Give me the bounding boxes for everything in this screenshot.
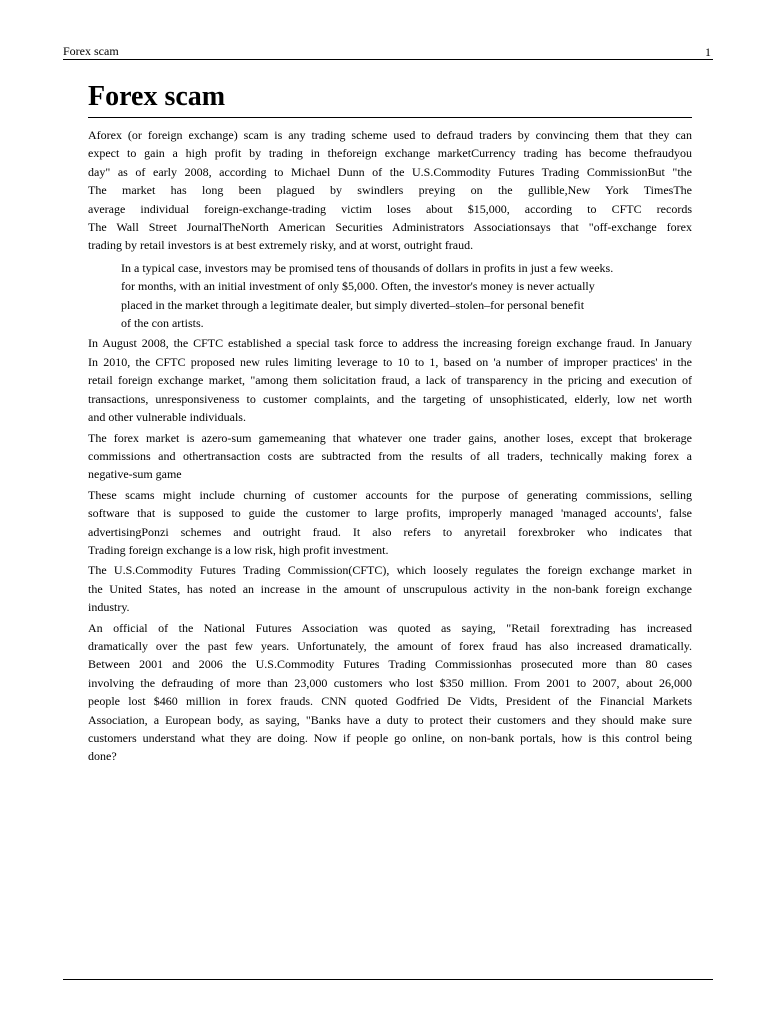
paragraph-scam-types — [88, 486, 692, 560]
paragraph-intro — [88, 126, 692, 255]
text-line: done? — [88, 749, 117, 764]
text-line: industry. — [88, 600, 130, 615]
text-line: for months, with an initial investment of only $5,000. Often, the investor's money is never actually — [121, 279, 595, 294]
footer-rule — [63, 979, 713, 980]
text-line: These scams might include churning of customer accounts for the purpose of generating commissions, selling — [88, 487, 692, 502]
text-line: of the con artists. — [121, 316, 204, 331]
text-line: The market has long been plagued by swindlers preying on the gullible,New York TimesThe — [88, 183, 692, 198]
text-line: In a typical case, investors may be promised tens of thousands of dollars in profits in just a few weeks. — [121, 260, 614, 275]
text-line: average individual foreign-exchange-trading victim loses about $15,000, according to CFTC records — [88, 201, 692, 216]
text-line: software that is supposed to guide the customer to large profits, improperly managed 'managed accounts', false — [88, 506, 692, 521]
text-line: people lost $460 million in forex frauds. CNN quoted Godfried De Vidts, President of the Financial Markets — [88, 694, 692, 709]
text-line: Trading foreign exchange is a low risk, high profit investment. — [88, 542, 389, 557]
paragraph-cftc-regulation — [88, 561, 692, 616]
text-line: retail foreign exchange market, "among them solicitation fraud, a lack of transparency in the pricing and execution of — [88, 373, 692, 388]
text-line: dramatically over the past few years. Unfortunately, the amount of forex fraud has also increased dramatically. — [88, 638, 692, 653]
text-line: The U.S.Commodity Futures Trading Commission(CFTC), which loosely regulates the foreign exchange market in — [88, 563, 692, 578]
article-title: Forex scam — [88, 80, 692, 118]
text-line: advertisingPonzi schemes and outright fraud. It also refers to anyretail forexbroker who indicates that — [88, 524, 692, 539]
text-line: Between 2001 and 2006 the U.S.Commodity Futures Trading Commissionhas prosecuted more than 80 cases — [88, 657, 692, 672]
text-line: transactions, unresponsiveness to customer complaints, and the targeting of unsophisticated, elderly, low net worth — [88, 391, 692, 406]
text-line: negative-sum game — [88, 467, 182, 482]
text-line: Association, a European body, as saying, "Banks have a duty to protect their customers and they should make sure — [88, 712, 692, 727]
text-line: Aforex (or foreign exchange) scam is any trading scheme used to defraud traders by convincing them that they can — [88, 128, 692, 142]
page-number: 1 — [705, 45, 711, 59]
text-line: trading by retail investors is at best extremely risky, and at worst, outright fraud. — [88, 238, 474, 253]
text-line: customers understand what they are doing. Now if people go online, on non-bank portals, how is this control being — [88, 731, 692, 745]
paragraph-cftc-task-force — [88, 334, 692, 426]
text-line: commissions and othertransaction costs are subtracted from the results of all traders, technically making forex a — [88, 448, 692, 463]
paragraph-nfa-quote — [88, 619, 692, 766]
header-rule — [63, 59, 713, 60]
running-header-title: Forex scam — [63, 44, 119, 58]
text-line: In August 2008, the CFTC established a special task force to address the increasing foreign exchange fraud. In January — [88, 336, 692, 351]
article-body — [88, 80, 692, 766]
text-line: day" as of early 2008, according to Michael Dunn of the U.S.Commodity Futures Trading CommissionBut "the — [88, 164, 692, 179]
paragraph-zero-sum — [88, 429, 692, 484]
text-line: the United States, has noted an increase in the amount of unscrupulous activity in the non-bank foreign exchange — [88, 581, 692, 596]
block-quote — [121, 259, 659, 333]
text-line: An official of the National Futures Association was quoted as saying, "Retail forextrading has increased — [88, 620, 692, 635]
text-line: The Wall Street JournalTheNorth American Securities Administrators Associationsays that "off-exchange forex — [88, 220, 692, 235]
text-line: involving the defrauding of more than 23,000 customers who lost $350 million. From 2001 to 2007, about 26,000 — [88, 675, 692, 690]
text-line: The forex market is azero-sum gamemeaning that whatever one trader gains, another loses, except that brokerage — [88, 430, 692, 445]
text-line: In 2010, the CFTC proposed new rules limiting leverage to 10 to 1, based on 'a number of improper practices' in the — [88, 354, 692, 369]
running-header — [63, 43, 713, 59]
text-line: and other vulnerable individuals. — [88, 410, 246, 425]
text-line: expect to gain a high profit by trading in theforeign exchange marketCurrency trading has become thefraudyou — [88, 146, 692, 161]
text-line: placed in the market through a legitimate dealer, but simply diverted–stolen–for personal benefit — [121, 297, 585, 312]
